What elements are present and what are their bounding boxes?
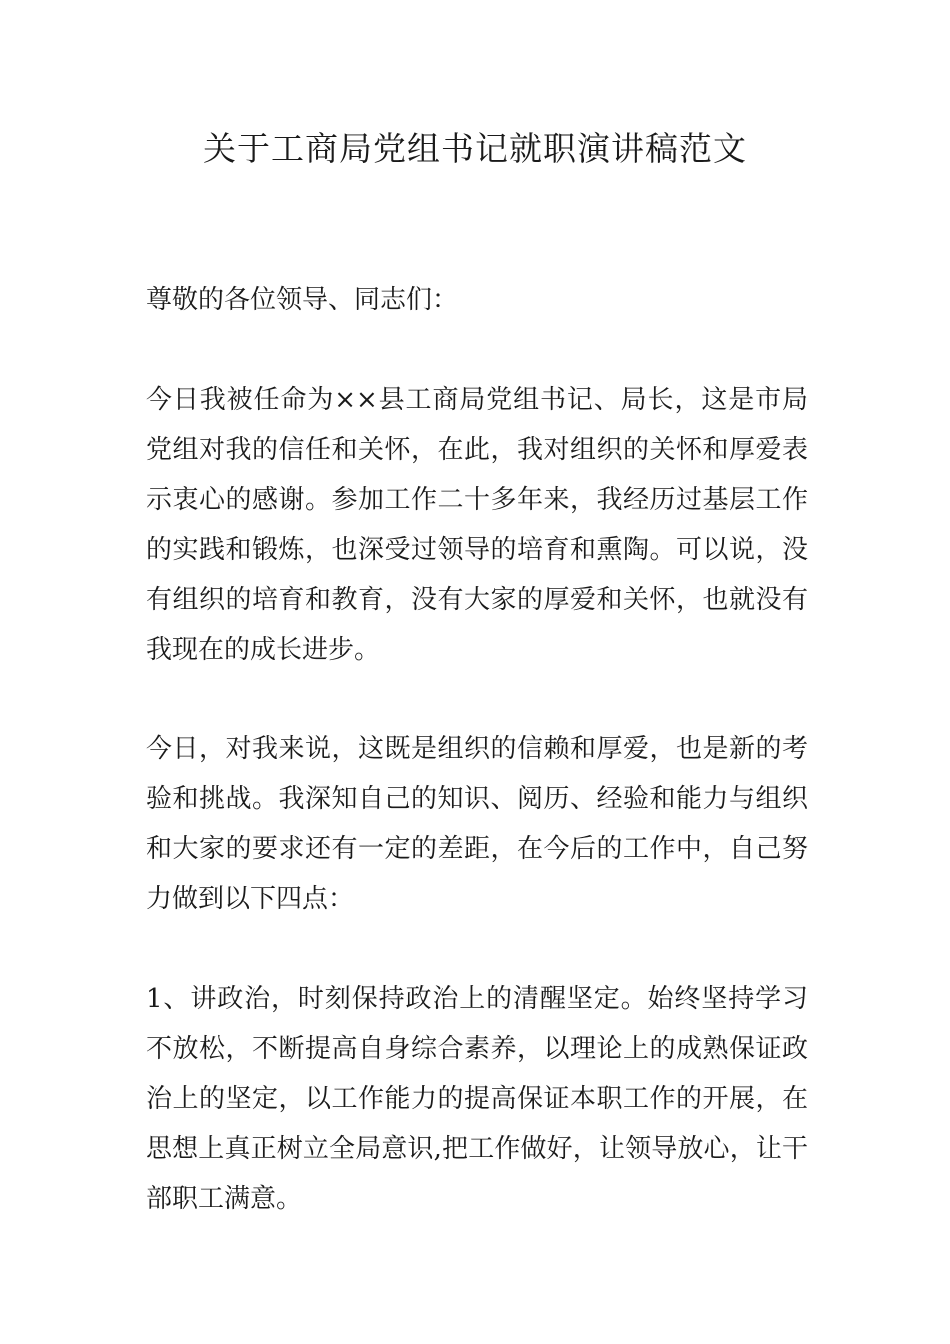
- paragraph-appointment: 今日我被任命为××县工商局党组书记、局长，这是市局党组对我的信任和关怀，在此，我对组织的关怀和厚爱表示衷心的感谢。参加工作二十多年来，我经历过基层工作的实践和锻炼，也深受过领导的培育和熏陶。可以说，没有组织的培育和教育，没有大家的厚爱和关怀，也就没有我现在的成长进步。: [146, 385, 808, 665]
- paragraph-challenge: 今日，对我来说，这既是组织的信赖和厚爱，也是新的考验和挑战。我深知自己的知识、阅历、经验和能力与组织和大家的要求还有一定的差距，在今后的工作中，自己努力做到以下四点：: [146, 734, 808, 914]
- paragraph-point-one: 1、讲政治，时刻保持政治上的清醒坚定。始终坚持学习不放松，不断提高自身综合素养，以理论上的成熟保证政治上的坚定，以工作能力的提高保证本职工作的开展，在思想上真正树立全局意识,把工作做好，让领导放心，让干部职工满意。: [146, 984, 808, 1214]
- salutation: 尊敬的各位领导、同志们：: [146, 285, 459, 315]
- document-title: 关于工商局党组书记就职演讲稿范文: [203, 129, 747, 168]
